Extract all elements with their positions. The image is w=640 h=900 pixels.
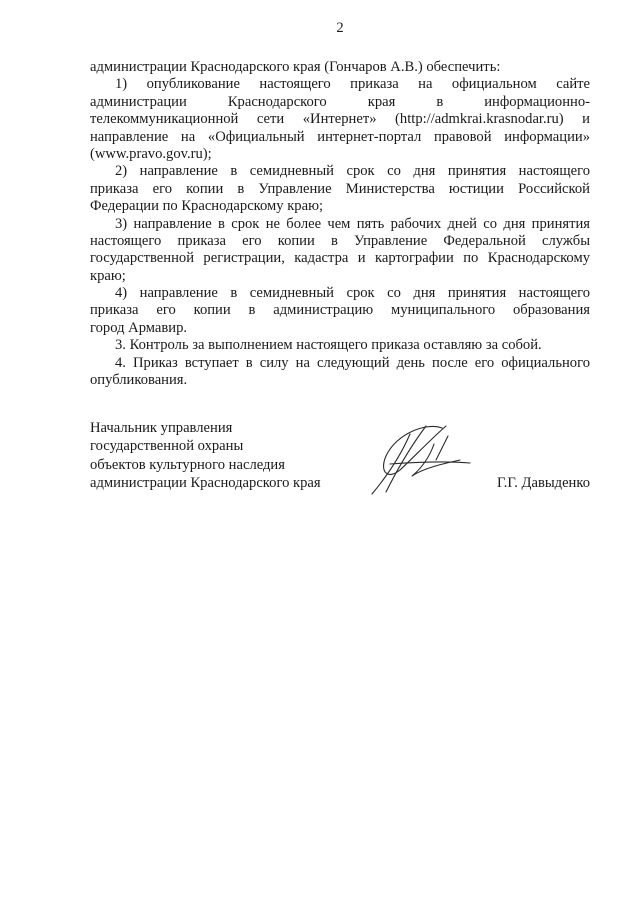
signatory-name: Г.Г. Давыденко [496,475,590,491]
paragraph-control [90,337,590,354]
signatory-title-line-2: государственной охраны [90,438,244,455]
page-number: 2 [336,20,344,36]
paragraph-2-line-2: приказа его копии в Управление Министерства юстиции Российской [90,180,590,197]
paragraph-4-line-3: город Армавир. [90,319,188,336]
signatory-position [90,419,350,493]
paragraph-3-line-1: 3) направление в срок не более чем пять рабочих дней со дня принятия [115,215,590,232]
paragraph-6-line-1: 4. Приказ вступает в силу на следующий день после его официального [115,354,590,371]
paragraph-3-line-3: государственной регистрации, кадастра и картографии по Краснодарскому [90,250,590,267]
paragraph-1-line-4: направление на «Официальный интернет-портал правовой информации» [90,128,590,145]
paragraph-1-line-3: телекоммуникационной сети «Интернет» (http://admkrai.krasnodar.ru) и [90,111,590,128]
signatory-title-line-1: Начальник управления [90,420,233,436]
paragraph-3-line-4: краю; [90,267,126,284]
paragraph-continuation [90,59,590,76]
paragraph-1-line-1: 1) опубликование настоящего приказа на официальном сайте [115,76,590,93]
paragraph-5-line-1: 3. Контроль за выполнением настоящего приказа оставляю за собой. [115,337,542,354]
paragraph-4-line-2: приказа его копии в администрацию муниципального образования [90,302,590,319]
paragraph-item-4 [90,285,590,337]
handwritten-signature [360,418,480,500]
paragraph-3-line-2: настоящего приказа его копии в Управление Федеральной службы [90,232,590,249]
document-body [90,59,590,389]
paragraph-item-1 [90,76,590,163]
paragraph-2-line-3: Федерации по Краснодарскому краю; [90,198,324,215]
paragraph-item-3 [90,216,590,286]
signatory-title-line-4: администрации Краснодарского края [90,475,321,492]
paragraph-4-line-1: 4) направление в семидневный срок со дня принятия настоящего [115,285,590,302]
paragraph-1-line-5: (www.pravo.gov.ru); [90,145,212,162]
paragraph-1-line-2: администрации Краснодарского края в информационно- [90,93,590,110]
paragraph-6-line-2: опубликования. [90,372,188,389]
paragraph-item-2 [90,163,590,215]
paragraph-effective-date [90,355,590,390]
paragraph-0-line-1: администрации Краснодарского края (Гончаров А.В.) обеспечить: [90,59,501,75]
paragraph-2-line-1: 2) направление в семидневный срок со дня принятия настоящего [115,163,590,180]
signatory-title-line-3: объектов культурного наследия [90,456,285,473]
